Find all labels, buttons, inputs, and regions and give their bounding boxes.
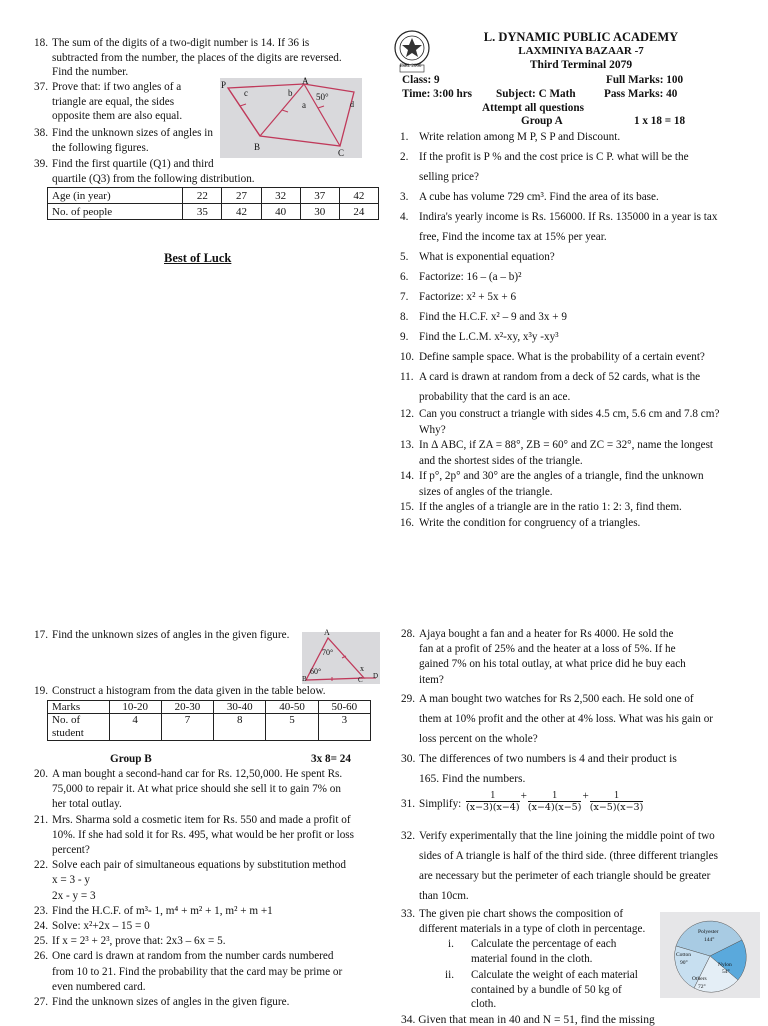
question-number: 32. xyxy=(401,830,415,842)
question-text: If p°, 2p° and 30° are the angles of a triangle, find the unknown xyxy=(419,470,704,482)
table-cell: 10-20 xyxy=(109,701,161,714)
pie-label: Cotton xyxy=(676,952,691,958)
question-33-part-i xyxy=(448,937,658,966)
question-text: Construct a histogram from the data given in the table below. xyxy=(52,685,326,697)
numerator: 1 xyxy=(466,790,520,802)
figure-label: B xyxy=(302,675,307,683)
question-text: quartile (Q3) from the following distribution. xyxy=(52,172,255,185)
question-text: different materials in a type of cloth in percentage. xyxy=(419,922,646,935)
question-text: The differences of two numbers is 4 and their product is xyxy=(419,753,677,765)
time-label: Time: 3:00 hrs xyxy=(402,88,473,100)
denominator: (x−3)(x−4) xyxy=(466,802,520,813)
question-text: A card is drawn at random from a deck of 52 cards, what is the xyxy=(419,371,701,383)
question-number: 14. xyxy=(400,470,414,482)
question-item xyxy=(34,995,368,1010)
fraction xyxy=(466,790,520,814)
pie-label: Polyester xyxy=(698,929,719,935)
question-38 xyxy=(34,126,230,155)
question-text: subtracted from the number, the places of the digits are reversed. xyxy=(52,51,342,64)
question-text: triangle are equal, the sides xyxy=(52,95,175,108)
question-29 xyxy=(401,689,741,749)
pie-label: Others xyxy=(692,976,707,982)
table-cell: 24 xyxy=(339,204,378,220)
group-b-marks: 3x 8= 24 xyxy=(311,753,351,765)
question-number: 19. xyxy=(34,685,48,697)
question-number: 27. xyxy=(34,996,48,1008)
question-text: from 10 to 21. Find the probability that the card may be prime or xyxy=(52,965,343,978)
question-text: free, Find the income tax at 15% per year. xyxy=(419,231,607,243)
question-number: 22. xyxy=(34,859,48,872)
question-text: One card is drawn at random from the number cards numbered xyxy=(52,950,334,963)
question-text: What is exponential equation? xyxy=(419,251,555,263)
question-number: 18. xyxy=(34,37,48,49)
question-number: 8. xyxy=(400,311,409,323)
question-text: Indira's yearly income is Rs. 156000. If Rs. 135000 in a year is tax xyxy=(419,211,718,223)
question-number: 24. xyxy=(34,920,48,932)
table-cell-text: No. of xyxy=(52,714,81,726)
question-number: 29. xyxy=(401,693,415,705)
pie-value: 72° xyxy=(698,984,706,990)
table-cell: Age (in year) xyxy=(48,188,183,204)
question-text: A man bought a second-hand car for Rs. 12,50,000. He spent Rs. xyxy=(52,768,343,780)
table-cell: 50-60 xyxy=(318,701,370,714)
question-text: Find the unknown sizes of angles in xyxy=(52,127,213,139)
table-cell: 8 xyxy=(214,714,266,741)
question-text: item? xyxy=(419,673,444,686)
figure-label: d xyxy=(350,100,354,109)
question-text: Ajaya bought a fan and a heater for Rs 4000. He sold the xyxy=(419,628,674,640)
table-cell: No. of people xyxy=(48,204,183,220)
question-text: sides of A triangle is half of the third side. (three different triangles xyxy=(419,850,718,862)
question-text: Write the condition for congruency of a triangles. xyxy=(419,516,641,529)
plus-sign: + xyxy=(520,790,527,802)
question-number: 30. xyxy=(401,753,416,765)
question-text: Verify experimentally that the line joining the middle point of two xyxy=(419,830,715,842)
figure-label: B xyxy=(254,142,261,152)
question-number: 3. xyxy=(400,191,409,203)
question-item xyxy=(400,307,740,327)
figure-label: C xyxy=(358,676,363,684)
figure-label: c xyxy=(244,88,248,98)
question-text: loss percent on the whole? xyxy=(419,733,538,745)
question-text: are necessary but the perimeter of each triangle should be greater xyxy=(419,870,711,882)
question-number: 1. xyxy=(400,131,409,143)
question-text: Factorize: 16 – (a – b)² xyxy=(419,271,522,283)
pass-marks: Pass Marks: 40 xyxy=(604,88,678,100)
question-item xyxy=(400,347,740,367)
table-cell: 7 xyxy=(161,714,213,741)
logo-text: Estd. 2066 xyxy=(400,64,422,69)
question-text: A cube has volume 729 cm³. Find the area of its base. xyxy=(419,191,659,203)
fraction xyxy=(590,790,644,814)
question-text: Write relation among M P, S P and Discount. xyxy=(419,131,621,143)
question-text: Find the unknown sizes of angles in the given figure. xyxy=(52,996,290,1008)
question-item xyxy=(400,207,740,247)
question-text: Mrs. Sharma sold a cosmetic item for Rs. 550 and made a profit of xyxy=(52,813,351,826)
question-34: 34. Given that mean in 40 and N = 51, find the missing xyxy=(401,1014,655,1026)
question-number: 17. xyxy=(34,629,48,641)
full-marks: Full Marks: 100 xyxy=(606,74,684,86)
question-33 xyxy=(401,907,661,936)
question-number: 31. xyxy=(401,798,415,810)
question-item xyxy=(400,469,740,500)
question-text: selling price? xyxy=(419,171,479,183)
figure-angle: 70° xyxy=(322,648,334,657)
table-cell: 42 xyxy=(339,188,378,204)
question-text: them at 10% profit and the other at 4% loss. What was his gain or xyxy=(419,713,714,725)
question-19 xyxy=(34,684,354,699)
question-text: Find the first quartile (Q1) and third xyxy=(52,158,214,170)
question-item xyxy=(34,904,368,919)
question-33-part-ii xyxy=(445,968,658,1012)
table-cell: 27 xyxy=(222,188,261,204)
question-28 xyxy=(401,627,721,688)
group-a-heading: Group A xyxy=(521,115,563,127)
table-cell: 4 xyxy=(109,714,161,741)
question-item xyxy=(400,267,740,287)
question-text: Can you construct a triangle with sides 4.5 cm, 5.6 cm and 7.8 cm? xyxy=(419,408,720,420)
question-text: fan at a profit of 25% and the heater at a loss of 5%. If he xyxy=(419,643,676,656)
question-text: Find the number. xyxy=(52,66,129,78)
question-text: even numbered card. xyxy=(52,980,146,993)
question-item xyxy=(34,813,368,859)
question-text: x = 3 - y xyxy=(52,874,91,887)
question-number: 23. xyxy=(34,904,48,917)
question-item xyxy=(34,934,368,949)
question-text: and the shortest sides of the triangle. xyxy=(419,454,583,467)
group-b-heading: Group B xyxy=(110,753,152,765)
question-item xyxy=(400,147,740,187)
question-text: Solve: x²+2x – 15 = 0 xyxy=(52,920,150,932)
table-cell-text: student xyxy=(52,727,84,739)
question-39 xyxy=(34,157,294,186)
question-text: gained 7% on his total outlay, at what price did he buy each xyxy=(419,658,686,671)
question-31 xyxy=(401,790,741,820)
pie-value: 54° xyxy=(722,969,730,975)
numerator: 1 xyxy=(590,790,644,802)
question-text: opposite them are also equal. xyxy=(52,110,183,122)
question-text: A man bought two watches for Rs 2,500 each. He sold one of xyxy=(419,693,694,705)
question-text: 75,000 to repair it. At what price should she sell it to gain 7% on xyxy=(52,783,341,796)
question-number: 4. xyxy=(400,211,409,223)
question-number: 10. xyxy=(400,351,414,363)
question-number: 13. xyxy=(400,439,414,451)
question-number: 9. xyxy=(400,331,409,343)
table-cell: 30 xyxy=(300,204,339,220)
cloth-pie-chart xyxy=(660,912,760,998)
figure-angle: 50° xyxy=(316,92,329,102)
question-text: Simplify: xyxy=(419,798,462,810)
question-text: Calculate the weight of each material xyxy=(471,969,638,981)
figure-label: x xyxy=(360,664,364,673)
question-item xyxy=(400,367,740,407)
question-text: 10%. If she had sold it for Rs. 495, what would be her profit or loss xyxy=(52,828,355,841)
question-text: sizes of angles of the triangle. xyxy=(419,485,553,498)
question-number: 28. xyxy=(401,628,415,640)
question-text: Find the H.C.F. x² – 9 and 3x + 9 xyxy=(419,311,567,323)
school-logo xyxy=(392,29,432,73)
question-text: If x = 2³ + 2³, prove that: 2x3 – 6x = 5. xyxy=(52,935,226,948)
question-number: 39. xyxy=(34,158,48,170)
question-item xyxy=(400,327,740,347)
table-cell xyxy=(48,714,110,741)
table-cell: 35 xyxy=(183,204,222,220)
question-text: cloth. xyxy=(471,998,497,1010)
question-text: than 10cm. xyxy=(419,890,469,902)
denominator: (x−4)(x−5) xyxy=(527,802,582,813)
question-number: 20. xyxy=(34,768,48,780)
exam-name: Third Terminal 2079 xyxy=(529,59,633,71)
denominator: (x−5)(x−3) xyxy=(589,802,644,813)
question-number: 11. xyxy=(400,371,414,383)
figure-label: P xyxy=(221,80,227,90)
question-17 xyxy=(34,628,314,643)
sub-number: ii. xyxy=(445,969,455,981)
question-text: If the profit is P % and the cost price is C P. what will be the xyxy=(419,151,689,163)
question-text: 2x - y = 3 xyxy=(52,889,96,902)
distribution-table xyxy=(47,187,379,220)
question-text: the following figures. xyxy=(52,141,149,154)
group-a-marks: 1 x 18 = 18 xyxy=(634,115,686,127)
question-text: Define sample space. What is the probability of a certain event? xyxy=(419,351,705,363)
question-item xyxy=(400,287,740,307)
table-cell: 5 xyxy=(266,714,318,741)
table-cell: 22 xyxy=(183,188,222,204)
pie-label: Nylon xyxy=(718,962,732,968)
question-item xyxy=(400,127,740,147)
question-item xyxy=(400,516,740,532)
question-number: 7. xyxy=(400,291,409,303)
question-item xyxy=(400,407,740,438)
question-text: Prove that: if two angles of a xyxy=(52,81,182,93)
question-text: Calculate the percentage of each xyxy=(471,938,617,950)
question-item xyxy=(34,858,368,904)
pie-value: 90° xyxy=(680,960,688,966)
question-number: 5. xyxy=(400,251,409,263)
table-cell: 20-30 xyxy=(161,701,213,714)
figure-label: A xyxy=(324,628,330,637)
question-text: Solve each pair of simultaneous equations by substitution method xyxy=(52,859,346,872)
table-cell: 42 xyxy=(222,204,261,220)
question-text: The sum of the digits of a two-digit number is 14. If 36 is xyxy=(52,37,310,49)
question-text: 165. Find the numbers. xyxy=(419,773,526,785)
figure-angle: 60° xyxy=(310,667,322,676)
question-text: probability that the card is an ace. xyxy=(419,391,571,403)
table-row xyxy=(48,188,379,204)
question-number: 2. xyxy=(400,151,409,163)
pie-value: 144° xyxy=(704,937,715,943)
question-number: 15. xyxy=(400,501,414,513)
question-number: 12. xyxy=(400,408,414,420)
table-row xyxy=(48,701,371,714)
table-cell: 30-40 xyxy=(214,701,266,714)
question-item xyxy=(400,187,740,207)
question-number: 21. xyxy=(34,813,48,826)
instruction: Attempt all questions xyxy=(482,102,584,114)
numerator: 1 xyxy=(528,790,582,802)
figure-label: D xyxy=(373,672,379,680)
question-30 xyxy=(401,749,741,789)
question-18 xyxy=(34,36,368,80)
question-text: Find the H.C.F. of m³- 1, m⁴ + m² + 1, m² + m +1 xyxy=(52,904,273,917)
table-cell: 40 xyxy=(261,204,300,220)
quadrilateral-figure xyxy=(220,78,362,158)
class-label: Class: 9 xyxy=(402,74,440,86)
question-text: If the angles of a triangle are in the ratio 1: 2: 3, find them. xyxy=(419,501,682,513)
question-item xyxy=(400,438,740,469)
question-number: 26. xyxy=(34,950,48,963)
question-text: percent? xyxy=(52,844,90,856)
table-cell: 40-50 xyxy=(266,701,318,714)
question-text: material found in the cloth. xyxy=(471,952,593,965)
table-cell: 37 xyxy=(300,188,339,204)
school-name: L. DYNAMIC PUBLIC ACADEMY xyxy=(483,30,679,44)
table-cell: 32 xyxy=(261,188,300,204)
sub-number: i. xyxy=(448,938,454,950)
question-item xyxy=(400,247,740,267)
question-text: Why? xyxy=(419,423,446,436)
closing-message: Best of Luck xyxy=(164,251,232,265)
fraction-expression xyxy=(465,790,644,814)
question-item xyxy=(34,949,368,995)
fraction xyxy=(528,790,582,814)
question-item xyxy=(400,500,740,516)
question-number: 37. xyxy=(34,81,48,93)
question-text: Find the L.C.M. x²-xy, x³y -xy³ xyxy=(419,331,559,343)
table-cell: Marks xyxy=(48,701,110,714)
figure-label: A xyxy=(302,76,309,86)
school-address: LAXMINIYA BAZAAR -7 xyxy=(518,45,644,57)
table-row xyxy=(48,204,379,220)
plus-sign: + xyxy=(582,790,589,802)
question-number: 6. xyxy=(400,271,409,283)
question-text: contained by a bundle of 50 kg of xyxy=(471,983,622,996)
triangle-figure xyxy=(302,628,380,684)
question-number: 16. xyxy=(400,516,414,529)
question-number: 38. xyxy=(34,127,48,139)
question-item xyxy=(34,919,368,934)
table-row xyxy=(48,714,371,741)
table-cell: 3 xyxy=(318,714,370,741)
question-number: 25. xyxy=(34,935,48,948)
question-item xyxy=(34,767,368,813)
figure-label: a xyxy=(302,100,306,110)
question-text: Factorize: x² + 5x + 6 xyxy=(419,291,517,303)
question-32 xyxy=(401,826,741,906)
question-text: In Δ ABC, if ZA = 88°, ZB = 60° and ZC = 32°, name the longest xyxy=(419,439,714,451)
figure-label: C xyxy=(338,148,345,158)
question-number: 33. xyxy=(401,908,415,920)
figure-label: b xyxy=(288,88,293,98)
question-text: The given pie chart shows the composition of xyxy=(419,908,624,920)
question-37 xyxy=(34,80,230,124)
subject-label: Subject: C Math xyxy=(496,88,576,100)
marks-table xyxy=(47,700,371,741)
question-text: her total outlay. xyxy=(52,798,122,811)
question-text: Find the unknown sizes of angles in the given figure. xyxy=(52,629,290,641)
